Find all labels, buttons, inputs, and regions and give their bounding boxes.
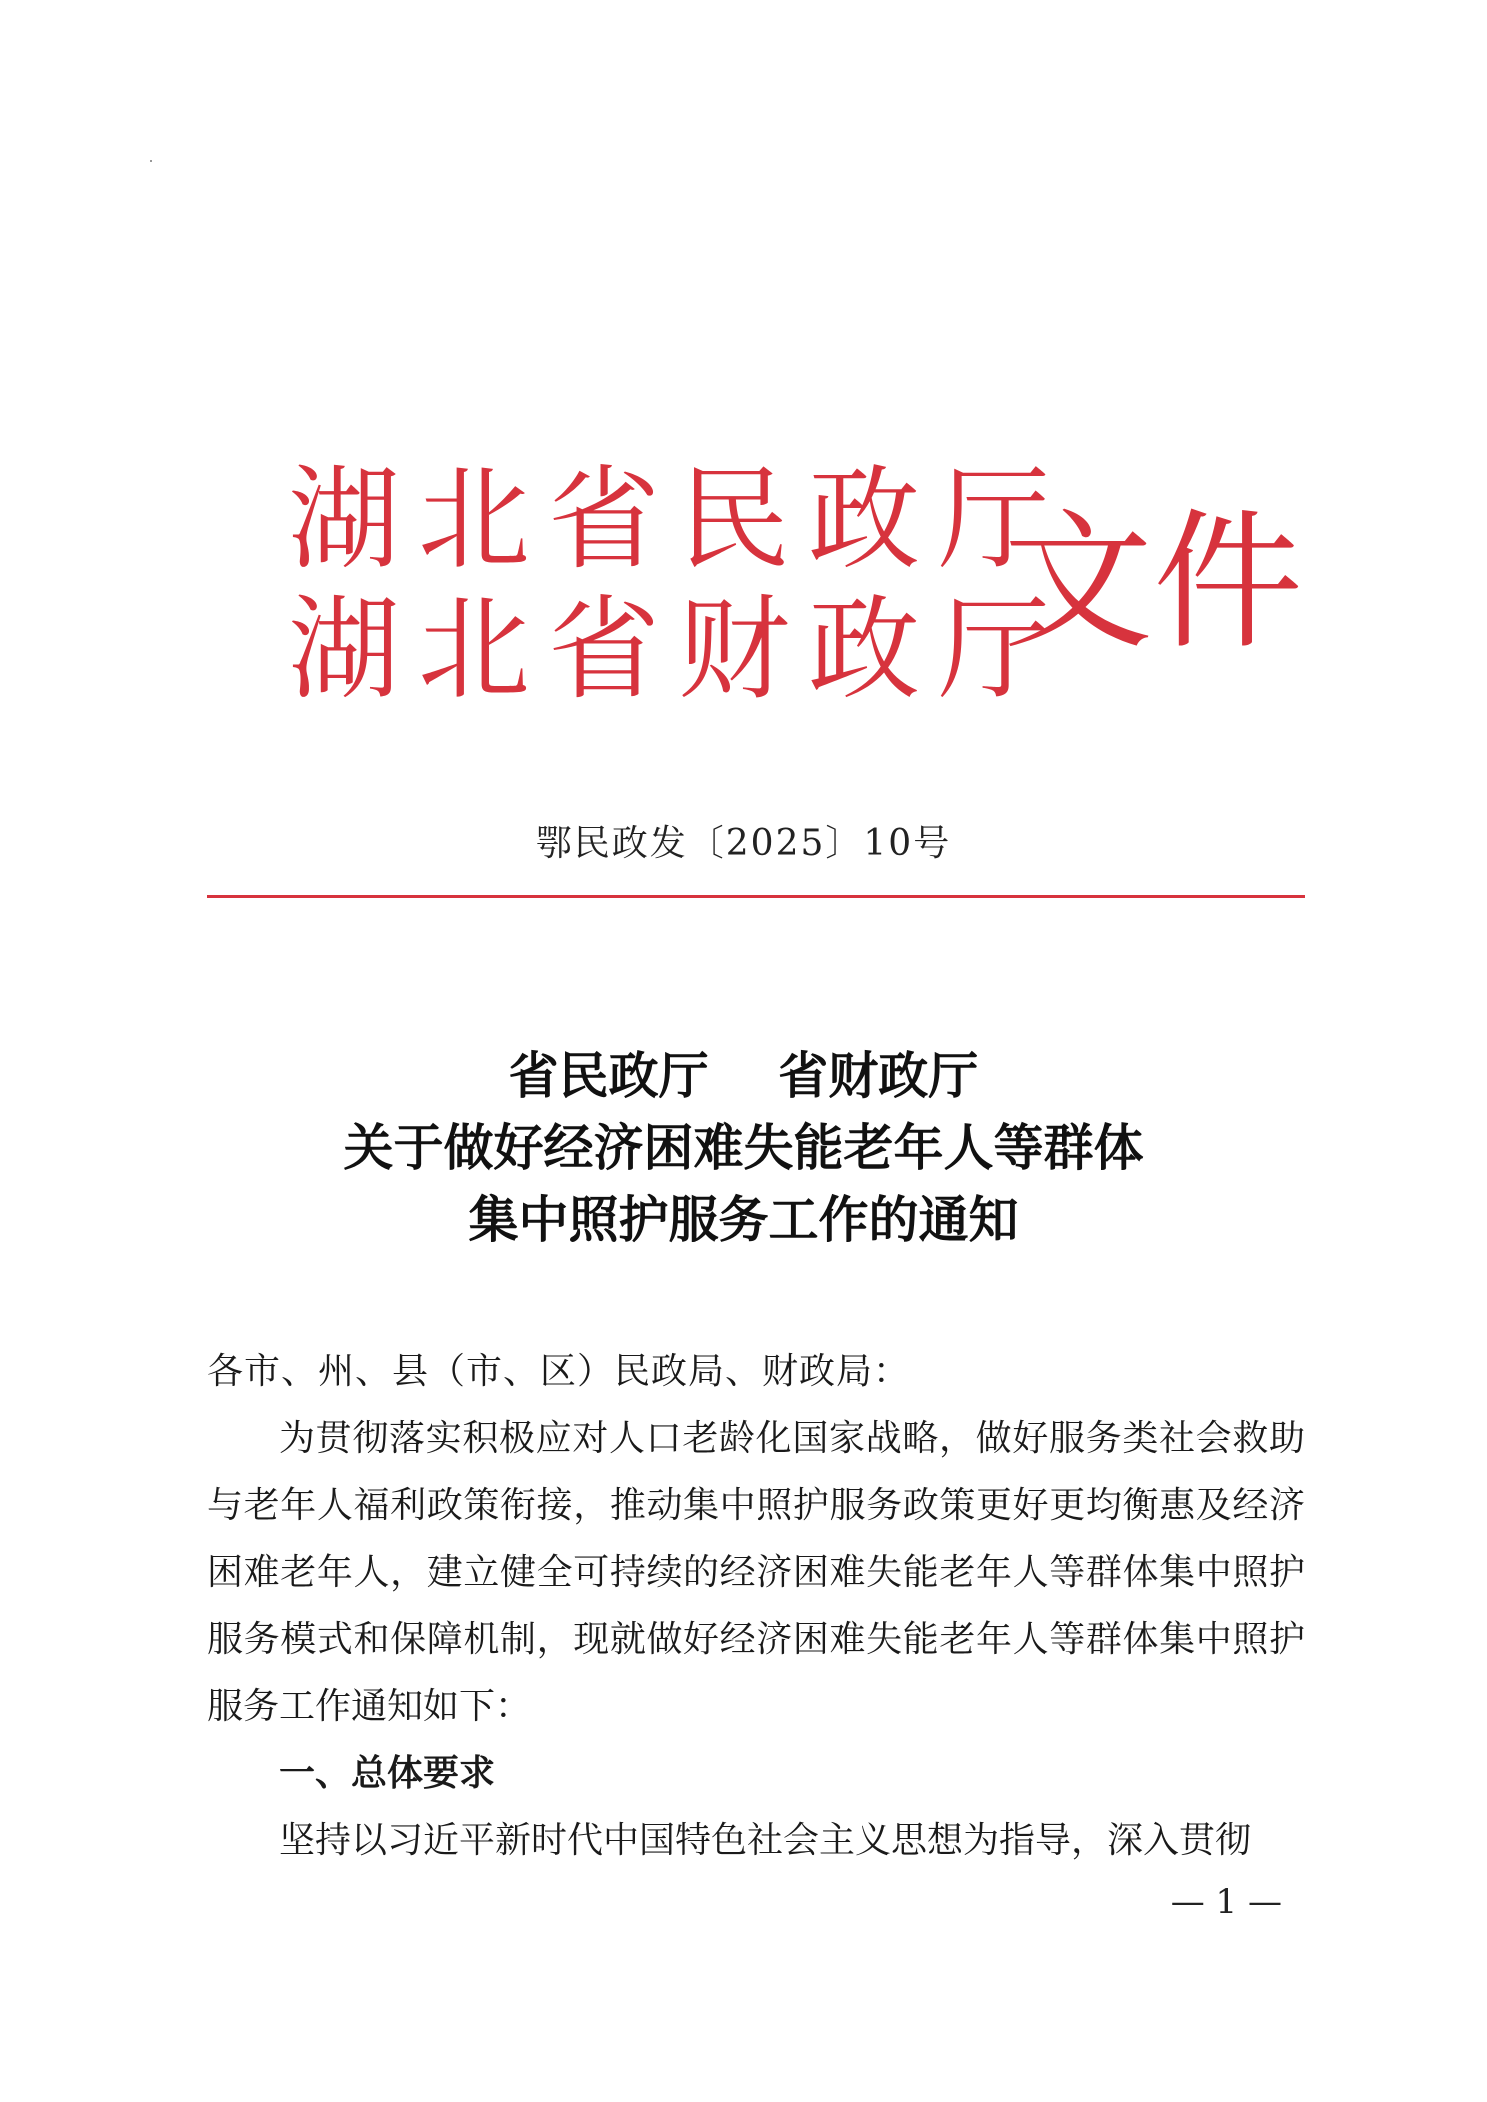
scan-dot [150,160,152,162]
issuer-list [288,455,1068,715]
page-number: — 1 — [1170,1882,1282,1922]
header-suffix: 文件 [1003,496,1304,670]
paragraph-intro: 为贯彻落实积极应对人口老龄化国家战略，做好服务类社会救助与老年人福利政策衔接，推动集中照护服务政策更好更均衡惠及经济困难老年人，建立健全可持续的经济困难失能老年人等群体集中照护服务模式和保障机制，现就做好经济困难失能老年人等群体集中照护服务工作通知如下： [207,1418,1305,1727]
document-number: 鄂民政发〔2025〕10号 [535,823,952,864]
issuer-finance: 湖北省财政厅 [288,585,1068,715]
document-body [207,1338,1305,1874]
paragraph-guiding: 坚持以习近平新时代中国特色社会主义思想为指导，深入贯彻 [279,1820,1252,1861]
document-title [0,1040,1487,1256]
red-divider [207,895,1305,898]
title-line-2: 关于做好经济困难失能老年人等群体 [343,1119,1144,1177]
red-header [288,455,1304,715]
section-heading: 一、总体要求 [279,1753,496,1794]
title-line-3: 集中照护服务工作的通知 [468,1191,1019,1249]
issuer-civil-affairs: 湖北省民政厅 [288,455,1068,585]
title-line-1: 省民政厅 省财政厅 [508,1047,979,1105]
salutation: 各市、州、县（市、区）民政局、财政局： [207,1351,911,1392]
